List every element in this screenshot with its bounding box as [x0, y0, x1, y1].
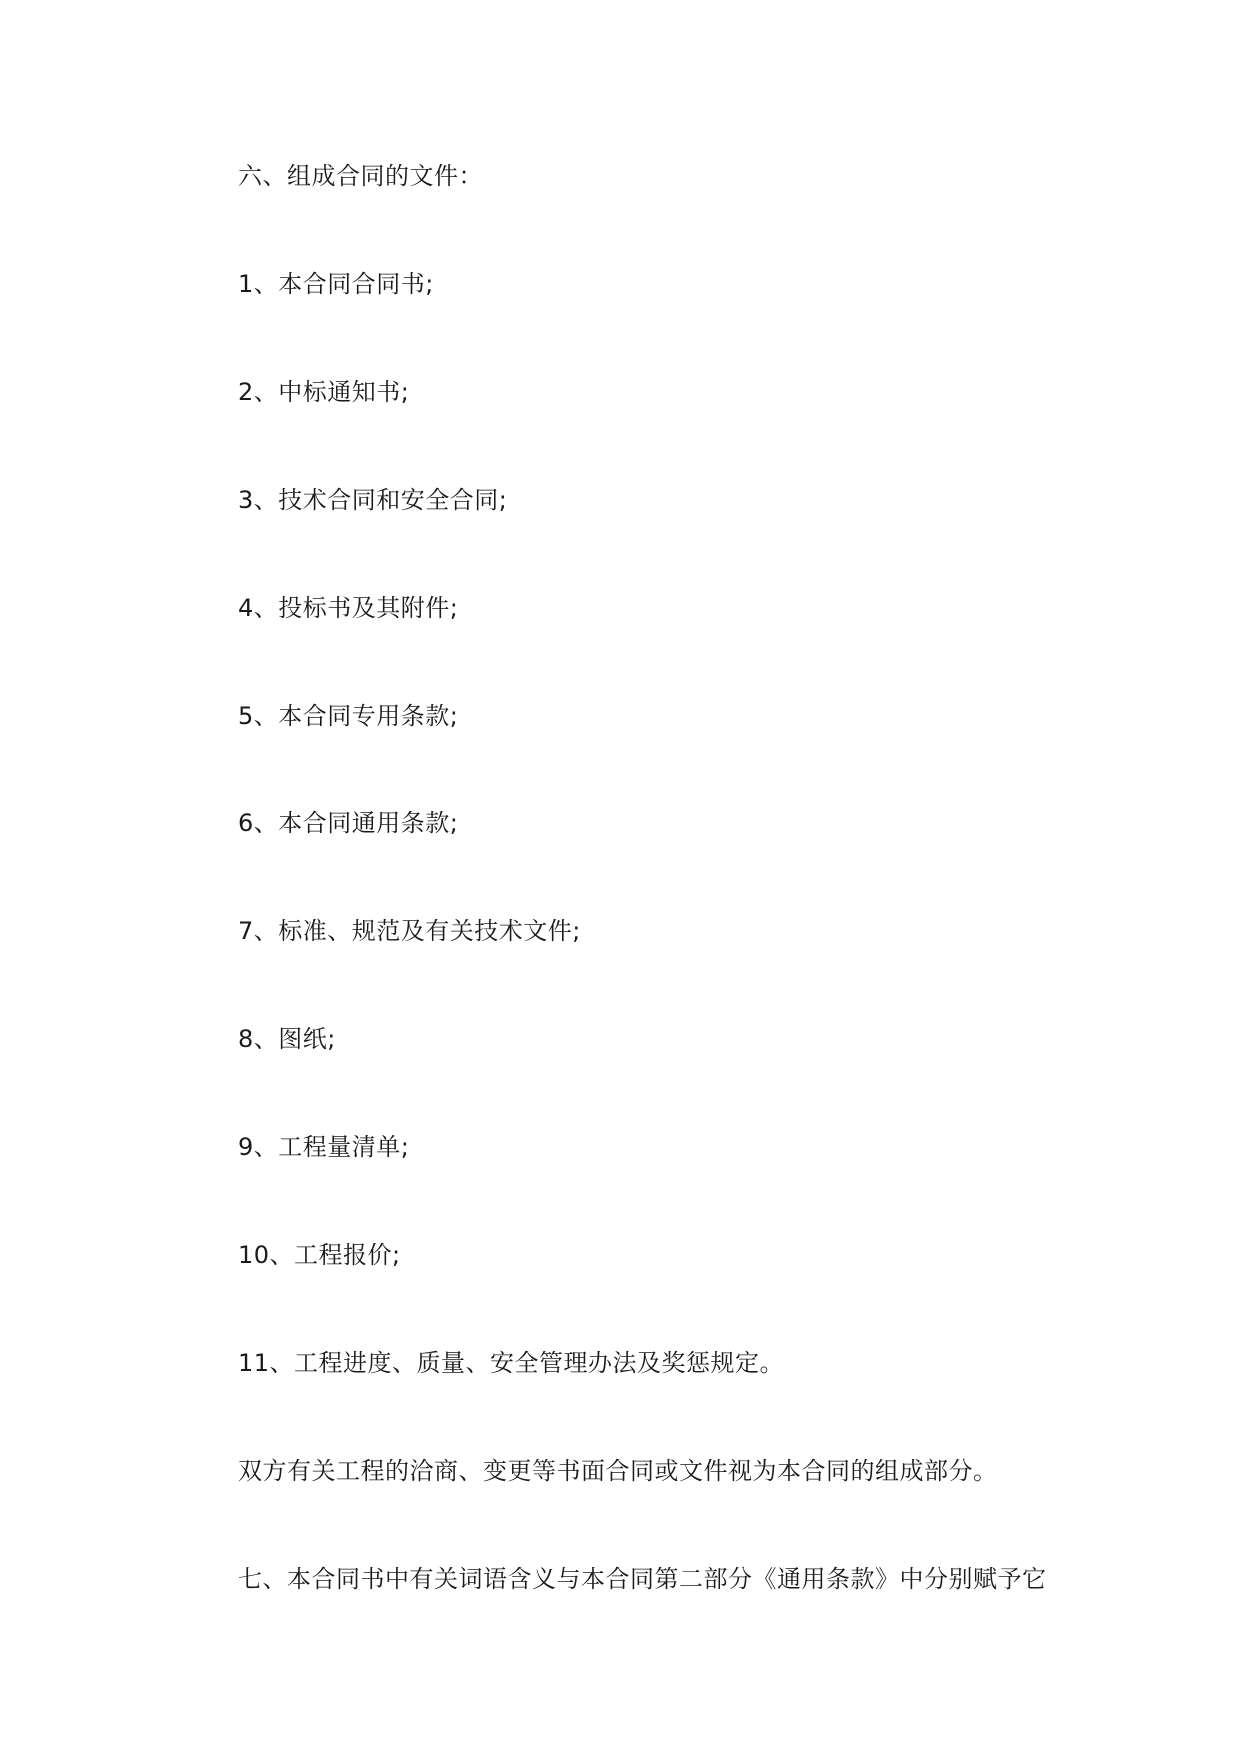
- list-item: 2、中标通知书;: [238, 378, 410, 406]
- list-item: 10、工程报价;: [238, 1241, 401, 1269]
- list-item: 11、工程进度、质量、安全管理办法及奖惩规定。: [238, 1349, 785, 1377]
- list-item: 1、本合同合同书;: [238, 270, 434, 298]
- list-item: 4、投标书及其附件;: [238, 594, 459, 622]
- body-paragraph: 双方有关工程的洽商、变更等书面合同或文件视为本合同的组成部分。: [238, 1457, 998, 1485]
- next-section-heading: 七、本合同书中有关词语含义与本合同第二部分《通用条款》中分别赋予它: [238, 1565, 1047, 1593]
- list-item: 3、技术合同和安全合同;: [238, 486, 508, 514]
- list-item: 6、本合同通用条款;: [238, 809, 459, 837]
- list-item: 8、图纸;: [238, 1025, 336, 1053]
- list-item: 9、工程量清单;: [238, 1133, 410, 1161]
- section-heading: 六、组成合同的文件：: [238, 162, 483, 190]
- list-item: 7、标准、规范及有关技术文件;: [238, 917, 581, 945]
- list-item: 5、本合同专用条款;: [238, 702, 459, 730]
